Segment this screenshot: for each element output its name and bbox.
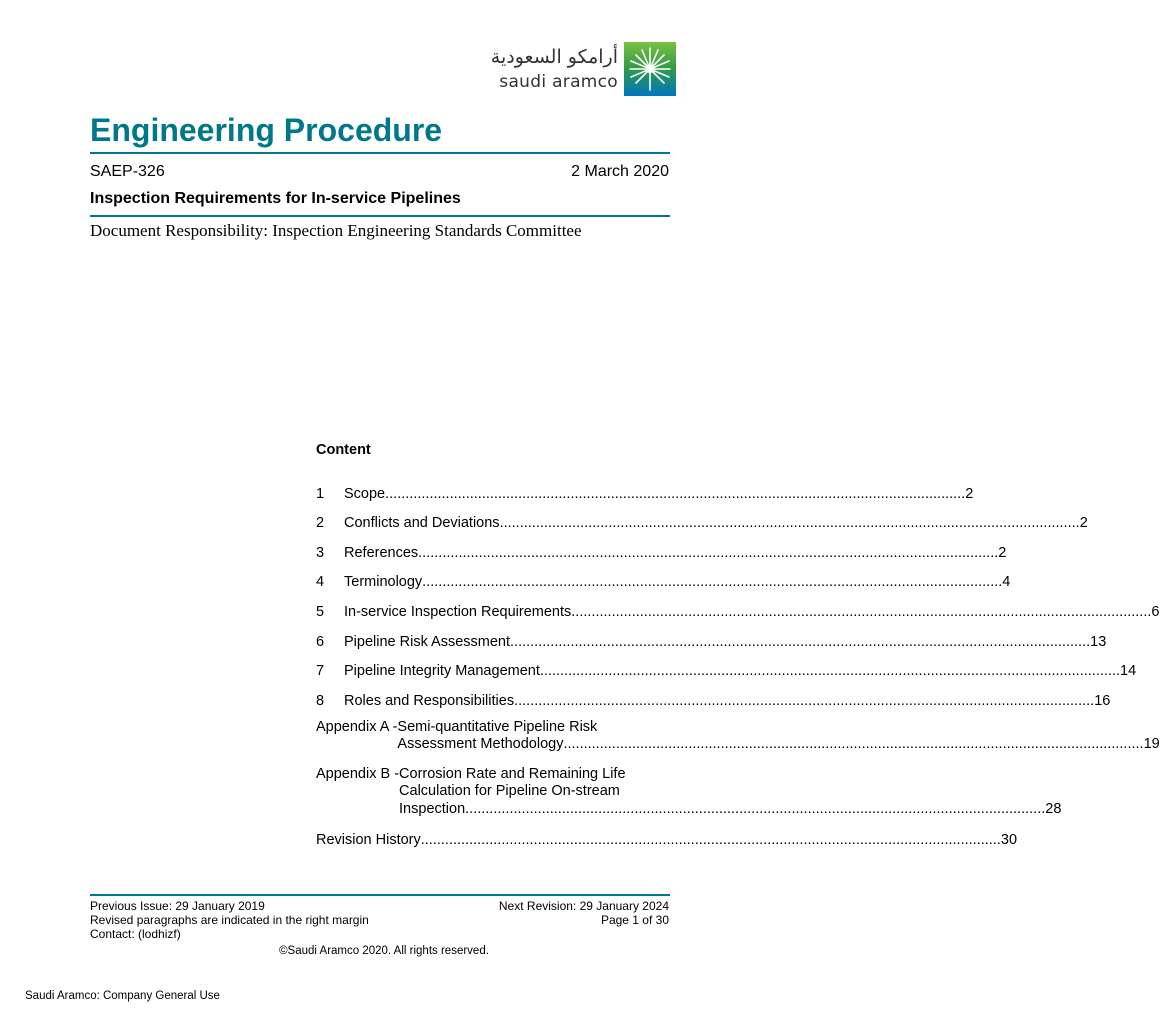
- toc-entry-page: 6: [1151, 603, 1160, 620]
- document-date: 2 March 2020: [571, 163, 669, 180]
- toc-entry[interactable]: [316, 650, 1137, 680]
- toc-leader-dots: [500, 515, 1080, 531]
- footer-divider: [90, 894, 670, 896]
- appendix-title-line: Assessment Methodology: [397, 736, 564, 753]
- toc-leader-dots: [514, 693, 1094, 709]
- company-logo: [490, 42, 678, 98]
- revised-note: Revised paragraphs are indicated in the right margin: [90, 913, 369, 927]
- toc-leader-dots: [571, 604, 1151, 620]
- toc-appendix-a[interactable]: [316, 718, 1160, 754]
- toc-entry[interactable]: [316, 561, 1011, 591]
- appendix-prefix: Appendix A -: [316, 718, 398, 735]
- toc-entry[interactable]: [316, 679, 1111, 709]
- toc-entry-number: 7: [316, 663, 325, 680]
- header-divider: [90, 215, 670, 217]
- toc-leader-dots: [418, 545, 998, 561]
- toc-entry[interactable]: [316, 531, 1007, 561]
- toc-heading: Content: [316, 442, 371, 458]
- footer-left: [90, 899, 369, 941]
- toc-leader-dots: [421, 832, 1001, 848]
- toc-leader-dots: [510, 634, 1090, 650]
- footer-right: [499, 899, 669, 927]
- toc-entry-label: Scope: [344, 485, 386, 502]
- toc-leader-dots: [465, 801, 1045, 819]
- toc-entry-page: 28: [1045, 800, 1062, 817]
- toc-entry-page: 13: [1090, 633, 1107, 650]
- toc-entry[interactable]: [316, 502, 1088, 532]
- appendix-title-line: Inspection: [399, 800, 466, 817]
- contact: Contact: (lodhizf): [90, 927, 181, 941]
- toc-entry-page: 2: [965, 485, 974, 502]
- toc-entry-number: 8: [316, 692, 325, 709]
- toc-entry[interactable]: [316, 620, 1107, 650]
- toc-entry-label: Revision History: [316, 832, 421, 849]
- toc-leader-dots: [422, 574, 1002, 590]
- toc-appendix-b[interactable]: [316, 765, 1062, 819]
- toc-entry-page: 30: [1000, 832, 1018, 849]
- logo-star-icon: [624, 42, 676, 96]
- appendix-title-line: Semi-quantitative Pipeline Risk: [397, 718, 598, 735]
- appendix-title-line: Corrosion Rate and Remaining Life: [399, 765, 626, 782]
- toc-leader-dots: [563, 736, 1143, 754]
- classification-label: Saudi Aramco: Company General Use: [25, 990, 220, 1002]
- toc-entry-page: 2: [1079, 515, 1088, 532]
- logo-arabic-text: أرامكو السعودية: [490, 46, 618, 68]
- toc-entry-label: Conflicts and Deviations: [344, 515, 500, 532]
- toc-entry-label: Pipeline Risk Assessment: [344, 633, 511, 650]
- toc-entry-number: 2: [316, 515, 325, 532]
- toc-leader-dots: [385, 486, 965, 502]
- toc-entry[interactable]: [316, 590, 1160, 620]
- toc-entry-number: 4: [316, 574, 325, 591]
- toc-entry-label: Pipeline Integrity Management: [344, 663, 540, 680]
- document-title: Inspection Requirements for In-service Pipelines: [90, 190, 461, 207]
- next-revision: Next Revision: 29 January 2024: [498, 899, 669, 913]
- toc-entry-number: 1: [316, 485, 325, 502]
- toc-entry-page: 16: [1094, 692, 1111, 709]
- toc-entry-number: 6: [316, 633, 325, 650]
- toc-entry-page: 2: [998, 544, 1007, 561]
- toc-entry-label: In-service Inspection Requirements: [344, 603, 572, 620]
- toc-entry-page: 14: [1120, 663, 1137, 680]
- table-of-contents: [316, 442, 1160, 849]
- toc-revision-history[interactable]: [316, 832, 1018, 849]
- toc-entry-label: References: [344, 544, 419, 561]
- toc-entry-label: Terminology: [344, 574, 423, 591]
- toc-entry[interactable]: [316, 472, 974, 502]
- page-title: Engineering Procedure: [90, 112, 443, 148]
- toc-entry-page: 4: [1002, 574, 1011, 591]
- toc-entry-label: Roles and Responsibilities: [344, 692, 515, 709]
- title-divider: [90, 152, 670, 154]
- appendix-prefix: Appendix B -: [316, 765, 400, 782]
- previous-issue: Previous Issue: 29 January 2019: [90, 899, 265, 913]
- toc-entry-number: 3: [316, 544, 325, 561]
- toc-entry-page: 19: [1143, 736, 1160, 753]
- toc-entry-number: 5: [316, 603, 325, 620]
- toc-leader-dots: [540, 663, 1120, 679]
- copyright: ©Saudi Aramco 2020. All rights reserved.: [279, 945, 489, 957]
- page-number: Page 1 of 30: [600, 913, 669, 927]
- document-responsibility: Document Responsibility: Inspection Engineering Standards Committee: [90, 221, 582, 240]
- logo-english-text: saudi aramco: [499, 72, 618, 92]
- appendix-title-line: Calculation for Pipeline On-stream: [399, 783, 620, 800]
- document-number: SAEP-326: [90, 163, 165, 180]
